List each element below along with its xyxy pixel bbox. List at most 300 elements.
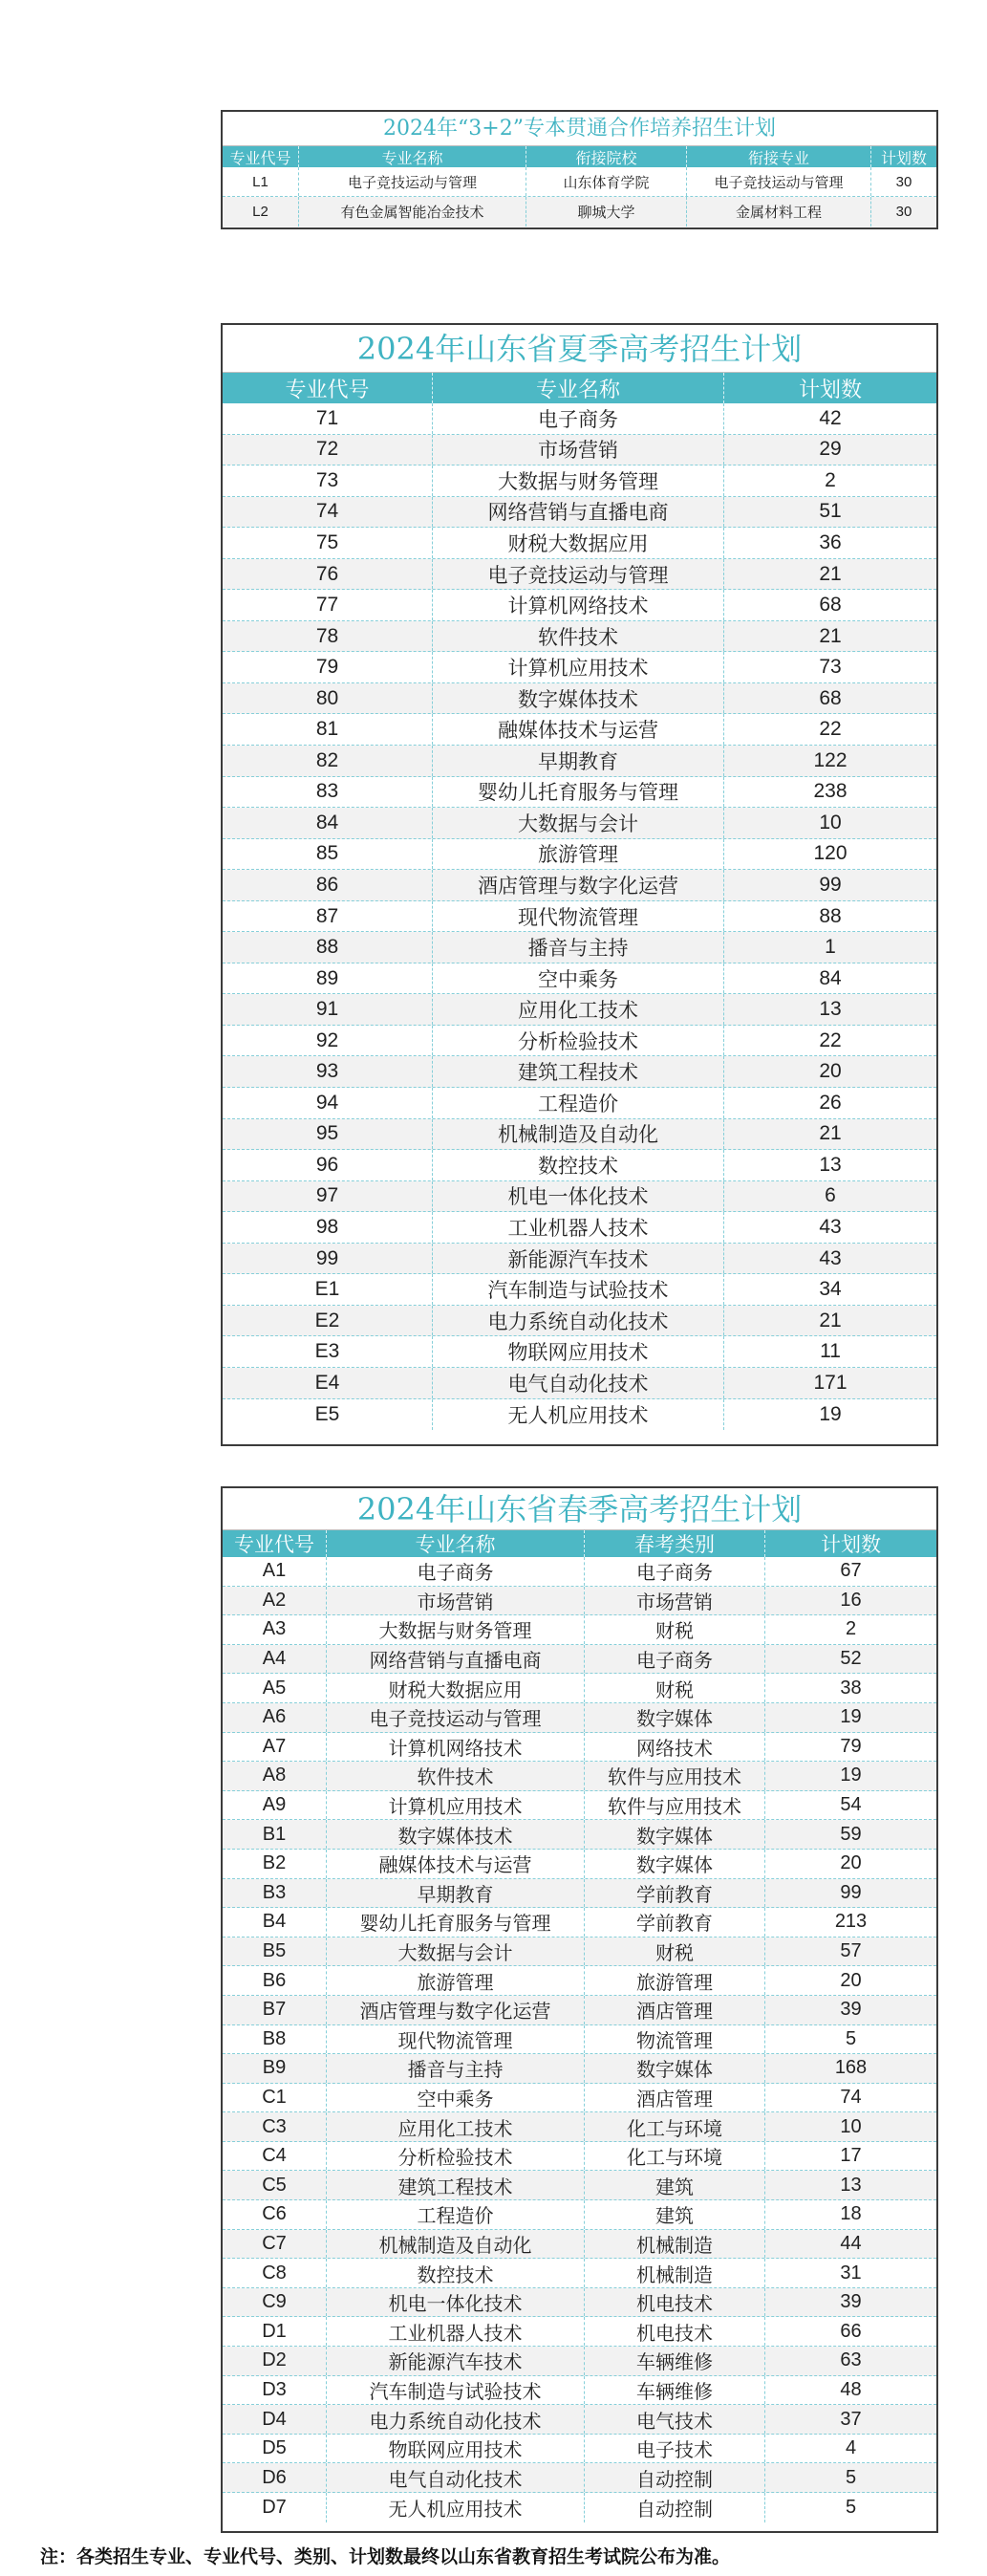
- table-spring-cell-major: 电力系统自动化技术: [327, 2405, 585, 2434]
- table-summer-cell-code: 87: [223, 901, 433, 932]
- table-spring-cell-category: 电子商务: [585, 1645, 765, 1674]
- table-summer-cell-quota: 68: [819, 594, 842, 617]
- table-spring-cell-quota: 66: [840, 2320, 862, 2342]
- table-spring-cell-major: 建筑工程技术: [327, 2171, 585, 2199]
- table-summer-cell-code: 96: [223, 1150, 433, 1180]
- table-row: [223, 1674, 936, 1703]
- table-spring-cell-major: 电子竞技运动与管理: [327, 1703, 585, 1732]
- table-spring-cell-quota: 5: [845, 2466, 857, 2488]
- table-spring-cell-major: 大数据与会计: [327, 1937, 585, 1966]
- table-spring-cell-quota: 67: [840, 1560, 862, 1582]
- table-spring-cell-major: 市场营销: [327, 1587, 585, 1615]
- table-row: [223, 2054, 936, 2084]
- table-row: [223, 746, 936, 777]
- table-summer-cell-quota: 11: [820, 1340, 841, 1363]
- table-spring-cell-quota: 48: [840, 2378, 862, 2400]
- table-spring-header-major: 专业名称: [327, 1530, 585, 1557]
- table-3plus2-body: [223, 167, 936, 227]
- table-spring-cell-code: D2: [223, 2347, 327, 2375]
- table-summer-cell-quota: 6: [825, 1184, 836, 1207]
- table-summer-cell-quota: 42: [819, 406, 842, 429]
- table-spring-cell-major: 电子商务: [327, 1557, 585, 1586]
- table-summer-cell-quota: 10: [819, 811, 842, 833]
- table-spring-cell-major: 早期教育: [327, 1879, 585, 1908]
- table-spring-cell-category: 数字媒体: [585, 2054, 765, 2083]
- table-spring-cell-major: 软件技术: [327, 1762, 585, 1790]
- table-summer-header-major: 专业名称: [433, 373, 724, 403]
- table-row: [223, 1996, 936, 2025]
- table-summer-cell-quota: 13: [819, 1153, 842, 1176]
- table-summer-cell-quota: 84: [819, 966, 842, 989]
- table-spring-cell-major: 无人机应用技术: [327, 2493, 585, 2522]
- table-summer-cell-quota: 26: [819, 1091, 842, 1114]
- table-summer-cell-code: 89: [223, 963, 433, 994]
- table-3plus2: [221, 110, 938, 229]
- table-summer-cell-quota: 99: [819, 873, 842, 896]
- table-summer-cell-major: 婴幼儿托育服务与管理: [433, 777, 724, 808]
- table-summer-cell-major: 物联网应用技术: [433, 1336, 724, 1367]
- table-row: [223, 2493, 936, 2522]
- table-3plus2-cell-quota: 30: [895, 173, 912, 190]
- table-summer-cell-major: 播音与主持: [433, 932, 724, 963]
- table-spring-cell-category: 酒店管理: [585, 1996, 765, 2024]
- table-spring-cell-category: 财税: [585, 1615, 765, 1644]
- table-summer-cell-major: 无人机应用技术: [433, 1399, 724, 1431]
- table-row: [223, 2084, 936, 2113]
- table-spring-cell-category: 财税: [585, 1674, 765, 1702]
- table-summer-cell-major: 市场营销: [433, 435, 724, 465]
- table-summer-cell-major: 网络营销与直播电商: [433, 497, 724, 528]
- table-spring-cell-major: 电气自动化技术: [327, 2463, 585, 2492]
- table-summer-cell-quota: 122: [813, 748, 848, 771]
- table-row: [223, 1212, 936, 1244]
- footnote: 注：各类招生专业、专业代号、类别、计划数最终以山东省教育招生考试院公布为准。: [40, 2546, 731, 2567]
- table-row: [223, 403, 936, 435]
- table-summer-cell-code: 83: [223, 777, 433, 808]
- table-row: [223, 1937, 936, 1967]
- table-spring-cell-category: 学前教育: [585, 1908, 765, 1937]
- table-spring-header-quota: 计划数: [821, 1533, 881, 1556]
- table-spring-cell-quota: 38: [840, 1677, 862, 1699]
- table-spring-cell-quota: 2: [845, 1618, 857, 1640]
- table-row: [223, 590, 936, 621]
- table-row: [223, 1966, 936, 1996]
- table-summer-cell-major: 旅游管理: [433, 839, 724, 870]
- table-row: [223, 2435, 936, 2464]
- table-spring-cell-major: 汽车制造与试验技术: [327, 2376, 585, 2405]
- table-3plus2-cell-major: 有色金属智能冶金技术: [299, 197, 526, 227]
- table-spring-header-category: 春考类别: [585, 1530, 765, 1557]
- table-row: [223, 465, 936, 497]
- table-summer-cell-major: 现代物流管理: [433, 901, 724, 932]
- table-spring-cell-code: D3: [223, 2376, 327, 2405]
- table-spring-cell-major: 旅游管理: [327, 1966, 585, 1995]
- table-spring-cell-code: A1: [223, 1557, 327, 1586]
- table-spring-cell-major: 酒店管理与数字化运营: [327, 1996, 585, 2024]
- table-summer-cell-quota: 13: [819, 998, 842, 1021]
- table-spring-cell-code: A5: [223, 1674, 327, 1702]
- table-summer-cell-quota: 20: [819, 1060, 842, 1083]
- table-row: [223, 2230, 936, 2260]
- table-summer-cell-code: 80: [223, 683, 433, 714]
- table-summer-cell-quota: 1: [825, 936, 836, 959]
- table-row: [223, 870, 936, 901]
- table-row: [223, 497, 936, 529]
- table-row: [223, 1850, 936, 1879]
- table-row: [223, 2405, 936, 2435]
- table-summer-cell-code: 75: [223, 528, 433, 558]
- table-summer-cell-quota: 19: [819, 1402, 842, 1425]
- table-spring-cell-category: 数字媒体: [585, 1850, 765, 1878]
- table-summer-cell-major: 汽车制造与试验技术: [433, 1274, 724, 1305]
- table-spring-header: [223, 1530, 936, 1557]
- table-spring-cell-category: 网络技术: [585, 1733, 765, 1762]
- table-spring-cell-code: D1: [223, 2317, 327, 2346]
- table-row: [223, 1181, 936, 1213]
- table-summer-cell-code: 99: [223, 1244, 433, 1274]
- table-row: [223, 167, 936, 197]
- table-spring-cell-quota: 57: [840, 1940, 862, 1962]
- table-row: [223, 1615, 936, 1645]
- table-spring-cell-major: 机电一体化技术: [327, 2288, 585, 2317]
- table-spring-cell-major: 新能源汽车技术: [327, 2347, 585, 2375]
- table-row: [223, 2376, 936, 2406]
- table-row: [223, 2112, 936, 2142]
- table-spring-cell-quota: 20: [840, 1852, 862, 1874]
- table-row: [223, 963, 936, 995]
- table-spring-cell-quota: 39: [840, 1999, 862, 2021]
- table-3plus2-cell-quota: 30: [895, 204, 912, 220]
- table-summer-cell-code: 85: [223, 839, 433, 870]
- table-spring-cell-category: 学前教育: [585, 1879, 765, 1908]
- table-summer-cell-major: 电力系统自动化技术: [433, 1306, 724, 1336]
- table-3plus2-cell-partner-major: 电子竞技运动与管理: [687, 167, 871, 196]
- table-summer-cell-code: 77: [223, 590, 433, 620]
- table-spring-cell-category: 化工与环境: [585, 2112, 765, 2141]
- table-spring-cell-major: 财税大数据应用: [327, 1674, 585, 1702]
- table-row: [223, 1791, 936, 1821]
- table-3plus2-cell-partner-major: 金属材料工程: [687, 197, 871, 227]
- table-spring-cell-quota: 79: [840, 1735, 862, 1757]
- table-summer-cell-code: 84: [223, 808, 433, 838]
- table-spring-cell-quota: 213: [834, 1911, 868, 1933]
- table-spring-cell-code: B4: [223, 1908, 327, 1937]
- table-spring-cell-category: 车辆维修: [585, 2347, 765, 2375]
- table-spring-cell-major: 机械制造及自动化: [327, 2230, 585, 2259]
- table-row: [223, 1088, 936, 1119]
- table-summer-cell-quota: 29: [819, 438, 842, 461]
- table-spring-cell-quota: 4: [845, 2437, 857, 2459]
- table-spring-cell-category: 电气技术: [585, 2405, 765, 2434]
- table-spring-cell-quota: 63: [840, 2349, 862, 2371]
- table-spring-cell-category: 机电技术: [585, 2288, 765, 2317]
- table-3plus2-header-partner-major: 衔接专业: [687, 146, 871, 167]
- table-spring-cell-major: 现代物流管理: [327, 2025, 585, 2054]
- table-summer-cell-code: 79: [223, 652, 433, 682]
- table-row: [223, 2347, 936, 2376]
- table-summer-cell-major: 电子竞技运动与管理: [433, 559, 724, 590]
- table-spring-cell-quota: 99: [840, 1881, 862, 1903]
- table-spring-cell-major: 数字媒体技术: [327, 1820, 585, 1849]
- table-spring-cell-code: C3: [223, 2112, 327, 2141]
- table-summer-cell-major: 电气自动化技术: [433, 1368, 724, 1398]
- table-row: [223, 1026, 936, 1057]
- table-spring-cell-category: 软件与应用技术: [585, 1762, 765, 1790]
- table-spring-cell-quota: 19: [840, 1764, 862, 1786]
- table-summer-cell-code: 73: [223, 465, 433, 496]
- table-3plus2-cell-code: L2: [223, 197, 299, 227]
- table-spring-cell-major: 空中乘务: [327, 2084, 585, 2112]
- table-summer-cell-major: 机械制造及自动化: [433, 1119, 724, 1150]
- table-row: [223, 435, 936, 466]
- table-spring-cell-code: C7: [223, 2230, 327, 2259]
- table-spring-cell-code: C4: [223, 2142, 327, 2171]
- table-row: [223, 2025, 936, 2055]
- table-spring-cell-quota: 59: [840, 1823, 862, 1845]
- table-3plus2-cell-partner-school: 山东体育学院: [526, 167, 687, 196]
- table-row: [223, 1703, 936, 1733]
- table-summer-cell-quota: 88: [819, 904, 842, 927]
- table-row: [223, 2463, 936, 2493]
- table-summer-cell-quota: 51: [819, 500, 842, 523]
- table-summer-cell-code: E1: [223, 1274, 433, 1305]
- table-summer-cell-quota: 120: [813, 842, 848, 865]
- table-summer-cell-code: 86: [223, 870, 433, 900]
- table-row: [223, 777, 936, 809]
- table-summer-body: [223, 403, 936, 1430]
- table-3plus2-title: 2024年“3+2”专本贯通合作培养招生计划: [223, 112, 936, 146]
- table-spring-cell-major: 物联网应用技术: [327, 2435, 585, 2463]
- table-summer-cell-quota: 36: [819, 530, 842, 553]
- table-row: [223, 808, 936, 839]
- table-summer-cell-code: 97: [223, 1181, 433, 1212]
- table-spring-cell-major: 工业机器人技术: [327, 2317, 585, 2346]
- table-spring-cell-major: 应用化工技术: [327, 2112, 585, 2141]
- table-spring-cell-category: 建筑: [585, 2200, 765, 2229]
- table-summer-cell-quota: 171: [813, 1371, 848, 1394]
- table-spring-cell-quota: 39: [840, 2291, 862, 2313]
- table-summer-cell-major: 财税大数据应用: [433, 528, 724, 558]
- table-spring-cell-code: D4: [223, 2405, 327, 2434]
- table-spring-cell-quota: 54: [840, 1794, 862, 1816]
- table-row: [223, 1879, 936, 1909]
- table-summer-cell-major: 早期教育: [433, 746, 724, 776]
- table-spring-cell-code: C5: [223, 2171, 327, 2199]
- table-spring-cell-category: 财税: [585, 1937, 765, 1966]
- table-summer-cell-quota: 73: [819, 656, 842, 679]
- table-summer-cell-major: 计算机网络技术: [433, 590, 724, 620]
- table-spring-cell-code: A3: [223, 1615, 327, 1644]
- table-summer-cell-quota: 43: [819, 1215, 842, 1238]
- table-spring-cell-major: 网络营销与直播电商: [327, 1645, 585, 1674]
- table-spring-cell-major: 工程造价: [327, 2200, 585, 2229]
- table-3plus2-cell-partner-school: 聊城大学: [526, 197, 687, 227]
- table-row: [223, 652, 936, 683]
- table-row: [223, 994, 936, 1026]
- table-row: [223, 2259, 936, 2288]
- table-spring-cell-code: C1: [223, 2084, 327, 2112]
- table-spring-cell-code: C6: [223, 2200, 327, 2229]
- table-spring-cell-code: A4: [223, 1645, 327, 1674]
- table-summer-cell-code: E2: [223, 1306, 433, 1336]
- table-3plus2-cell-code: L1: [223, 167, 299, 196]
- table-spring-cell-category: 自动控制: [585, 2493, 765, 2522]
- table-row: [223, 683, 936, 715]
- table-spring-cell-quota: 18: [840, 2203, 862, 2225]
- table-summer-cell-major: 建筑工程技术: [433, 1056, 724, 1087]
- table-row: [223, 1399, 936, 1431]
- table-row: [223, 1557, 936, 1587]
- table-row: [223, 714, 936, 746]
- table-summer-cell-code: 92: [223, 1026, 433, 1056]
- table-row: [223, 1368, 936, 1399]
- table-summer-cell-major: 计算机应用技术: [433, 652, 724, 682]
- table-spring-cell-category: 旅游管理: [585, 1966, 765, 1995]
- table-row: [223, 1733, 936, 1763]
- table-spring-header-code: 专业代号: [223, 1530, 327, 1557]
- table-row: [223, 1762, 936, 1791]
- table-spring-cell-quota: 168: [834, 2057, 868, 2079]
- table-row: [223, 2171, 936, 2200]
- table-spring-cell-code: B3: [223, 1879, 327, 1908]
- table-summer-cell-code: 93: [223, 1056, 433, 1087]
- table-spring-cell-code: A8: [223, 1762, 327, 1790]
- table-spring: [221, 1486, 938, 2533]
- table-summer-cell-major: 酒店管理与数字化运营: [433, 870, 724, 900]
- table-summer-cell-major: 大数据与财务管理: [433, 465, 724, 496]
- table-3plus2-header-major: 专业名称: [299, 146, 526, 167]
- table-spring-cell-code: B1: [223, 1820, 327, 1849]
- table-summer-cell-quota: 21: [819, 624, 842, 647]
- table-spring-cell-code: B2: [223, 1850, 327, 1878]
- table-row: [223, 1244, 936, 1275]
- table-row: [223, 197, 936, 227]
- table-spring-cell-quota: 5: [845, 2496, 857, 2518]
- table-spring-cell-code: A2: [223, 1587, 327, 1615]
- table-spring-cell-code: B7: [223, 1996, 327, 2024]
- table-summer-cell-code: 81: [223, 714, 433, 745]
- table-summer-cell-major: 工程造价: [433, 1088, 724, 1118]
- table-row: [223, 1274, 936, 1306]
- table-summer-cell-code: E3: [223, 1336, 433, 1367]
- table-spring-cell-code: B9: [223, 2054, 327, 2083]
- table-spring-cell-code: C9: [223, 2288, 327, 2317]
- table-spring-cell-quota: 13: [840, 2174, 862, 2196]
- table-spring-cell-code: A9: [223, 1791, 327, 1820]
- table-spring-cell-category: 化工与环境: [585, 2142, 765, 2171]
- table-summer-cell-code: 95: [223, 1119, 433, 1150]
- table-summer-cell-quota: 22: [819, 718, 842, 741]
- table-summer-cell-code: 82: [223, 746, 433, 776]
- table-spring-cell-quota: 31: [840, 2262, 862, 2284]
- table-spring-cell-category: 电子技术: [585, 2435, 765, 2463]
- table-summer-cell-major: 新能源汽车技术: [433, 1244, 724, 1274]
- table-spring-cell-quota: 74: [840, 2086, 862, 2108]
- table-spring-cell-quota: 16: [840, 1589, 862, 1611]
- table-summer-header: [223, 373, 936, 403]
- table-spring-cell-quota: 37: [840, 2408, 862, 2430]
- table-summer-cell-quota: 21: [819, 1122, 842, 1145]
- table-summer-cell-code: 72: [223, 435, 433, 465]
- table-row: [223, 1820, 936, 1850]
- table-summer-cell-major: 软件技术: [433, 621, 724, 652]
- table-row: [223, 2200, 936, 2230]
- table-spring-cell-major: 婴幼儿托育服务与管理: [327, 1908, 585, 1937]
- table-spring-cell-category: 自动控制: [585, 2463, 765, 2492]
- table-summer-cell-quota: 22: [819, 1028, 842, 1051]
- table-3plus2-cell-major: 电子竞技运动与管理: [299, 167, 526, 196]
- table-spring-cell-category: 数字媒体: [585, 1820, 765, 1849]
- table-row: [223, 2288, 936, 2318]
- table-spring-cell-quota: 10: [840, 2115, 862, 2137]
- table-summer-cell-quota: 21: [819, 1309, 842, 1331]
- table-spring-cell-category: 机电技术: [585, 2317, 765, 2346]
- table-row: [223, 2142, 936, 2172]
- table-spring-cell-major: 计算机网络技术: [327, 1733, 585, 1762]
- table-summer-cell-code: 88: [223, 932, 433, 963]
- table-spring-cell-code: A6: [223, 1703, 327, 1732]
- table-3plus2-header-quota: 计划数: [880, 148, 927, 167]
- table-spring-cell-code: D7: [223, 2493, 327, 2522]
- table-spring-body: [223, 1557, 936, 2522]
- table-3plus2-header: [223, 146, 936, 167]
- table-spring-cell-major: 融媒体技术与运营: [327, 1850, 585, 1878]
- table-spring-cell-category: 物流管理: [585, 2025, 765, 2054]
- table-spring-cell-category: 酒店管理: [585, 2084, 765, 2112]
- table-summer-cell-major: 机电一体化技术: [433, 1181, 724, 1212]
- table-3plus2-header-partner-school: 衔接院校: [526, 146, 687, 167]
- table-spring-cell-code: D6: [223, 2463, 327, 2492]
- table-spring-cell-quota: 17: [840, 2145, 862, 2167]
- table-3plus2-header-code: 专业代号: [223, 146, 299, 167]
- table-row: [223, 1119, 936, 1151]
- table-row: [223, 839, 936, 871]
- table-spring-cell-category: 电子商务: [585, 1557, 765, 1586]
- table-spring-cell-major: 大数据与财务管理: [327, 1615, 585, 1644]
- table-spring-title: 2024年山东省春季高考招生计划: [223, 1488, 936, 1530]
- table-row: [223, 528, 936, 559]
- table-summer-cell-major: 应用化工技术: [433, 994, 724, 1025]
- table-row: [223, 1908, 936, 1937]
- table-summer-cell-quota: 21: [819, 562, 842, 585]
- table-spring-cell-category: 建筑: [585, 2171, 765, 2199]
- table-row: [223, 1587, 936, 1616]
- table-spring-cell-category: 机械制造: [585, 2230, 765, 2259]
- table-summer-cell-code: E5: [223, 1399, 433, 1431]
- table-summer-cell-quota: 2: [825, 468, 836, 491]
- table-spring-cell-quota: 19: [840, 1706, 862, 1728]
- table-row: [223, 1150, 936, 1181]
- table-summer-header-quota: 计划数: [798, 378, 862, 402]
- table-spring-cell-quota: 44: [840, 2232, 862, 2254]
- table-summer-cell-code: 76: [223, 559, 433, 590]
- table-spring-cell-major: 计算机应用技术: [327, 1791, 585, 1820]
- table-summer-cell-code: 94: [223, 1088, 433, 1118]
- table-spring-cell-category: 数字媒体: [585, 1703, 765, 1732]
- table-spring-cell-category: 机械制造: [585, 2259, 765, 2287]
- table-spring-cell-major: 数控技术: [327, 2259, 585, 2287]
- table-row: [223, 559, 936, 591]
- table-summer-cell-quota: 68: [819, 686, 842, 709]
- table-summer-cell-quota: 238: [813, 780, 848, 803]
- table-spring-cell-quota: 5: [845, 2027, 857, 2049]
- table-summer-title: 2024年山东省夏季高考招生计划: [223, 325, 936, 373]
- table-summer-cell-code: 74: [223, 497, 433, 528]
- table-summer-cell-major: 分析检验技术: [433, 1026, 724, 1056]
- table-summer-cell-code: E4: [223, 1368, 433, 1398]
- table-row: [223, 1306, 936, 1337]
- table-row: [223, 901, 936, 933]
